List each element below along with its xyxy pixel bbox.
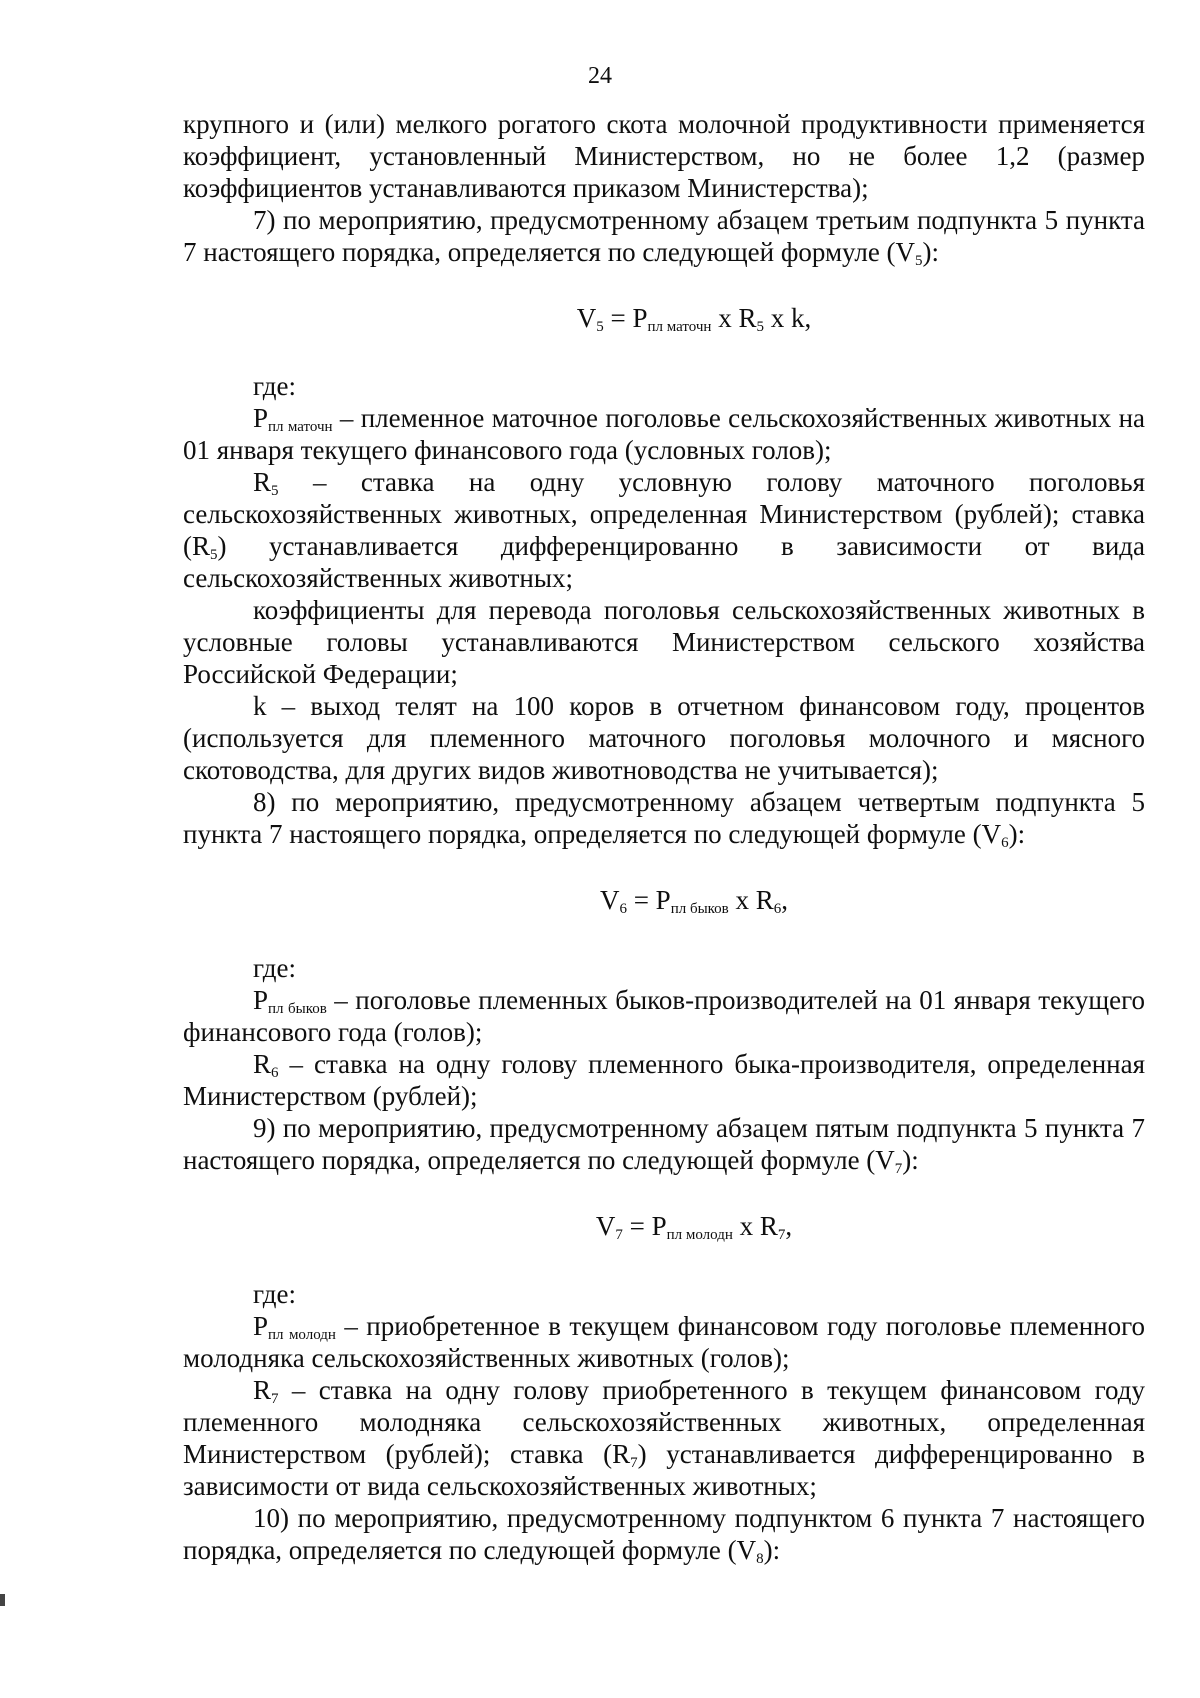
text: 7) по мероприятию, предусмотренному абзацем третьим подпункта 5 пункта 7 настоящего порядка, определяется по следующей формуле (V bbox=[183, 205, 1145, 267]
text: 8) по мероприятию, предусмотренному абзацем четвертым подпункта 5 пункта 7 настоящего порядка, определяется по следующей формуле (V bbox=[183, 787, 1145, 849]
definition-p-molodn bbox=[183, 1310, 1145, 1374]
formula-v7 bbox=[243, 1210, 1145, 1242]
text: ): bbox=[922, 237, 940, 267]
definition-k: k – выход телят на 100 коров в отчетном финансовом году, процентов (используется для племенного маточного поголовья молочного и мясного скотоводства, для других видов животноводства не учитывается); bbox=[183, 691, 1145, 785]
text: ) устанавливается дифференцированно в зависимости от вида сельскохозяйственных животных; bbox=[183, 1439, 1145, 1501]
paragraph-item-8 bbox=[183, 786, 1145, 850]
text: 10) по мероприятию, предусмотренному подпунктом 6 пункта 7 настоящего порядка, определяется по следующей формуле (V bbox=[183, 1503, 1145, 1565]
text: ): bbox=[1008, 819, 1026, 849]
text: – племенное маточное поголовье сельскохозяйственных животных на 01 января текущего финансового года (условных голов); bbox=[183, 403, 1146, 465]
definition-r7 bbox=[183, 1374, 1145, 1502]
paragraph-coefficients: коэффициенты для перевода поголовья сельскохозяйственных животных в условные головы устанавливаются Министерством сельского хозяйства Российской Федерации; bbox=[183, 595, 1145, 689]
formula-v6 bbox=[243, 884, 1145, 916]
paragraph-continuation: крупного и (или) мелкого рогатого скота молочной продуктивности применяется коэффициент, установленный Министерством, но не более 1,2 (размер коэффициентов устанавливаются приказом Министерства); bbox=[183, 109, 1145, 203]
subscript: 8 bbox=[756, 1551, 764, 1567]
formula-v5 bbox=[243, 302, 1145, 334]
subscript: 6 bbox=[271, 1065, 279, 1081]
text: – ставка на одну голову племенного быка-производителя, определенная Министерством (рублей); bbox=[183, 1049, 1145, 1111]
paragraph-item-7 bbox=[183, 204, 1145, 268]
formula-part: , bbox=[781, 885, 789, 915]
text: – приобретенное в текущем финансовом году поголовье племенного молодняка сельскохозяйственных животных (голов); bbox=[183, 1311, 1145, 1373]
text: ): bbox=[902, 1145, 919, 1175]
symbol: R bbox=[253, 1049, 272, 1079]
subscript: 5 bbox=[596, 319, 604, 335]
subscript: пл маточн bbox=[647, 319, 712, 335]
subscript: 6 bbox=[1001, 835, 1009, 851]
subscript: 7 bbox=[271, 1391, 279, 1407]
formula-var: V bbox=[599, 885, 620, 915]
definition-r5 bbox=[183, 466, 1145, 594]
text: – поголовье племенных быков-производителей на 01 января текущего финансового года (голов); bbox=[183, 985, 1145, 1047]
where-label: где: bbox=[253, 1279, 296, 1309]
formula-part: x R bbox=[711, 303, 757, 333]
formula-eq: = P bbox=[626, 885, 671, 915]
subscript: 5 bbox=[756, 319, 764, 335]
formula-eq: = P bbox=[603, 303, 648, 333]
paragraph-item-9 bbox=[183, 1112, 1145, 1176]
subscript: 7 bbox=[615, 1227, 623, 1243]
where-label: где: bbox=[253, 371, 296, 401]
formula-var: V bbox=[576, 303, 597, 333]
subscript: 6 bbox=[619, 901, 627, 917]
subscript: пл молодн bbox=[268, 1327, 336, 1343]
definition-p-matochn bbox=[183, 402, 1145, 466]
formula-var: V bbox=[595, 1211, 616, 1241]
text: 9) по мероприятию, предусмотренному абзацем пятым подпункта 5 пункта 7 настоящего порядка, определяется по следующей формуле (V bbox=[183, 1113, 1145, 1175]
subscript: пл маточн bbox=[268, 419, 333, 435]
formula-eq: = P bbox=[622, 1211, 667, 1241]
symbol: P bbox=[253, 1311, 269, 1341]
formula-part: x k, bbox=[763, 303, 812, 333]
page-number: 24 bbox=[588, 63, 612, 89]
text: ): bbox=[763, 1535, 781, 1565]
subscript: 5 bbox=[271, 483, 279, 499]
symbol: P bbox=[253, 403, 269, 433]
definition-p-bykov bbox=[183, 984, 1145, 1048]
symbol: R bbox=[253, 467, 272, 497]
symbol: R bbox=[253, 1375, 272, 1405]
subscript: 5 bbox=[210, 547, 218, 563]
symbol: P bbox=[253, 985, 269, 1015]
formula-part: , bbox=[785, 1211, 793, 1241]
subscript: пл молодн bbox=[666, 1227, 733, 1243]
formula-part: x R bbox=[728, 885, 774, 915]
subscript: 5 bbox=[915, 253, 923, 269]
document-body bbox=[183, 108, 1145, 1566]
subscript: пл быков bbox=[670, 901, 729, 917]
formula-part: x R bbox=[732, 1211, 778, 1241]
subscript: 7 bbox=[777, 1227, 786, 1243]
subscript: 7 bbox=[630, 1455, 638, 1471]
text: ) устанавливается дифференцированно в зависимости от вида сельскохозяйственных животных; bbox=[183, 531, 1145, 593]
subscript: 6 bbox=[773, 901, 782, 917]
where-label: где: bbox=[253, 953, 296, 983]
text: – ставка на одну голову приобретенного в текущем финансовом году племенного молодняка сельскохозяйственных животных, определенная Министерством (рублей); ставка (R bbox=[183, 1375, 1145, 1469]
subscript: 7 bbox=[894, 1161, 903, 1177]
scan-edge-mark bbox=[0, 1594, 5, 1606]
definition-r6 bbox=[183, 1048, 1145, 1112]
subscript: пл быков bbox=[268, 1001, 327, 1017]
paragraph-item-10 bbox=[183, 1502, 1145, 1566]
text: – ставка на одну условную голову маточного поголовья сельскохозяйственных животных, определенная Министерством (рублей); ставка (R bbox=[183, 467, 1145, 561]
